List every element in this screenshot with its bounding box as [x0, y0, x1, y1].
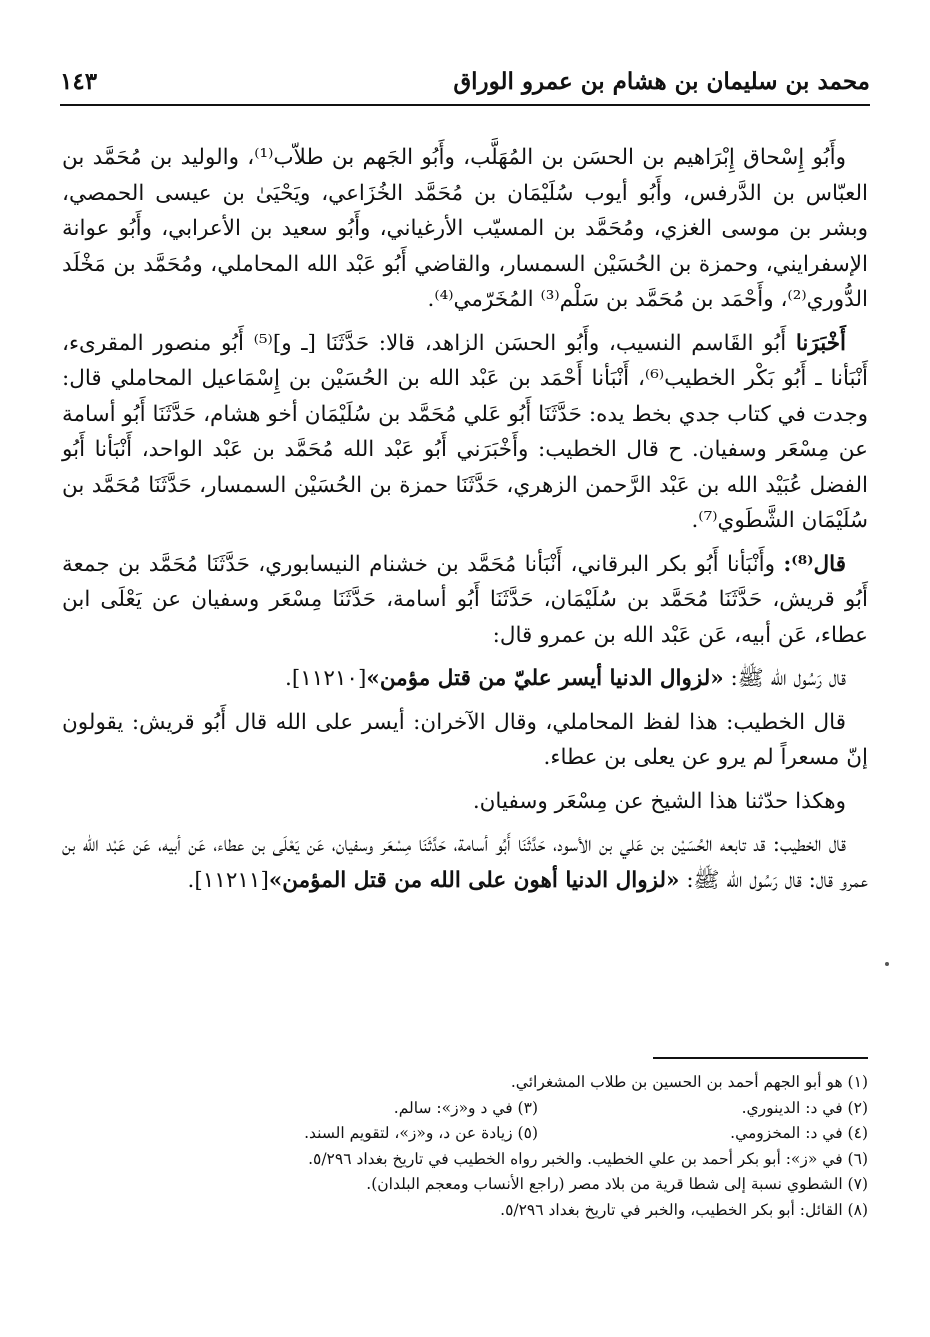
paragraph-3-text: وأَنْبَأنا أَبُو بكر البرقاني، أَنْبَأنا مُحَمَّد بن خشنام النيسابوري، حَدَّثَنَا مُحَمَّد بن جمعة أَبُو قريش، حَدَّثَنَا مُحَمَّد بن سُلَيْمَان، حَدَّثَنَا أَبُو أسامة، حَدَّثَنَا مِسْعَر وسفيان عن يَعْلَى ابن عطاء، عَن أبيه، عَن عَبْد الله بن عمرو قال:	[62, 551, 868, 648]
paragraph-3	[62, 547, 868, 654]
paragraph-2-lead: أَخْبَرَنا	[795, 330, 846, 356]
paragraph-4	[62, 661, 868, 697]
paragraph-7-prefix: قال الخطيب: قد تابعه الحُسَيْن بن عَلي بن الأسود، حَدَّثَنَا أَبُو أسامة، حَدَّثَنَا مِسْعَر وسفيان، عَن يَعْلَى بن عطاء، عَن أبيه، عَن عَبْد الله بن عمرو قال: قال رَسُول الله ﷺ:	[62, 832, 868, 893]
paragraph-4-prefix: قال رَسُول الله ﷺ:	[723, 666, 846, 691]
footnote-4: (٤) في د: المخزومي.	[730, 1124, 868, 1142]
footnote-6: (٦) في «ز»: أبو بكر أحمد بن علي الخطيب. والخبر رواه الخطيب في تاريخ بغداد ٥/٢٩٦.	[308, 1149, 868, 1168]
paragraph-3-lead: قال⁽⁸⁾:	[783, 551, 846, 577]
paragraph-2-text: أَبُو القَاسم النسيب، وأَبُو الحسَن الزاهد، قالا: حَدَّثَنَا [ـ و]⁽⁵⁾ أَبُو منصور المقرىء، أَنْبَأنا ـ أَبُو بَكْر الخطيب⁽⁶⁾، أَنْبَأنا أَحْمَد بن عَبْد الله بن الحُسَيْن بن إِسْمَاعيل المحاملي قال: وجدت في كتاب جدي بخط يده: حَدَّثَنَا أَبُو عَلي مُحَمَّد بن سُلَيْمَان أخو هشام، حَدَّثَنَا أَبُو أسامة عن مِسْعَر وسفيان. ح قال الخطيب: وأَخْبَرَني أَبُو عَبْد الله مُحَمَّد بن عَبْد الواحد، أَنْبَأنا أَبُو الفضل عُبَيْد الله بن عَبْد الرَّحمن الزهري، حَدَّثَنَا حمزة بن الحُسَيْن السمسار، حَدَّثَنَا مُحَمَّد بن سُلَيْمَان الشَّطَوي⁽⁷⁾.	[62, 330, 868, 533]
paragraph-2	[62, 326, 868, 539]
page-number: ١٤٣	[60, 68, 98, 95]
footnote-7: (٧) الشطوي نسبة إلى شطا قرية من بلاد مصر (راجع الأنساب ومعجم البلدان).	[366, 1175, 868, 1193]
header-title: محمد بن سليمان بن هشام بن عمرو الوراق	[453, 68, 870, 95]
footnote-1: (١) هو أبو الجهم أحمد بن الحسين بن طلاب المشغرائي.	[510, 1073, 868, 1091]
hadith-1: «لزوال الدنيا أيسر عليّ من قتل مؤمن»	[366, 666, 724, 691]
paragraph-1: وأَبُو إِسْحاق إِبْرَاهيم بن الحسَن بن المُهَلَّب، وأَبُو الجَهم بن طلاّب⁽¹⁾، والوليد بن مُحَمَّد بن العبّاس بن الدَّرفس، وأَبُو أيوب سُلَيْمَان بن مُحَمَّد الخُزَاعي، ويَحْيَىٰ بن عيسى الحمصي، وبشر بن موسى الغزي، ومُحَمَّد بن المسيّب الأرغياني، وأَبُو سعيد بن الأعرابي، وأَبُو عوانة الإسفرايني، وحمزة بن الحُسَيْن السمسار، والقاضي أَبُو عَبْد الله المحاملي، ومُحَمَّد بن مَخْلَد الدُّوري⁽²⁾، وأَحْمَد بن مُحَمَّد بن سَلْم⁽³⁾ المُخَرّمي⁽⁴⁾.	[62, 145, 868, 312]
footnote-3: (٣) في د و«ز»: سالم.	[393, 1098, 538, 1117]
hadith-2: «لزوال الدنيا أهون على الله من قتل المؤمن»	[268, 867, 680, 893]
margin-dot	[885, 962, 889, 966]
footnote-2: (٢) في د: الدينوري.	[741, 1098, 868, 1117]
paragraph-5: قال الخطيب: هذا لفظ المحاملي، وقال الآخران: أيسر على الله قال أَبُو قريش: يقولون إنّ مسعراً لم يرو عن يعلى بن عطاء.	[62, 709, 868, 770]
running-header	[60, 60, 870, 106]
footnote-separator	[653, 1057, 868, 1059]
footnote-8: (٨) القائل: أبو بكر الخطيب، والخبر في تاريخ بغداد ٥/٢٩٦.	[500, 1200, 868, 1219]
footnotes	[62, 1070, 868, 1223]
footnote-5: (٥) زيادة عن د، و«ز»، لتقويم السند.	[304, 1124, 538, 1142]
paragraph-6: وهكذا حدّثنا هذا الشيخ عن مِسْعَر وسفيان.	[472, 788, 846, 814]
hadith-2-number: [١١٢١١].	[187, 867, 269, 893]
footnote-row-4-5	[62, 1121, 868, 1147]
paragraph-7	[62, 827, 868, 898]
main-text	[62, 140, 868, 906]
hadith-1-number: [١١٢١٠].	[285, 666, 367, 691]
footnote-row-2-3	[62, 1096, 868, 1122]
